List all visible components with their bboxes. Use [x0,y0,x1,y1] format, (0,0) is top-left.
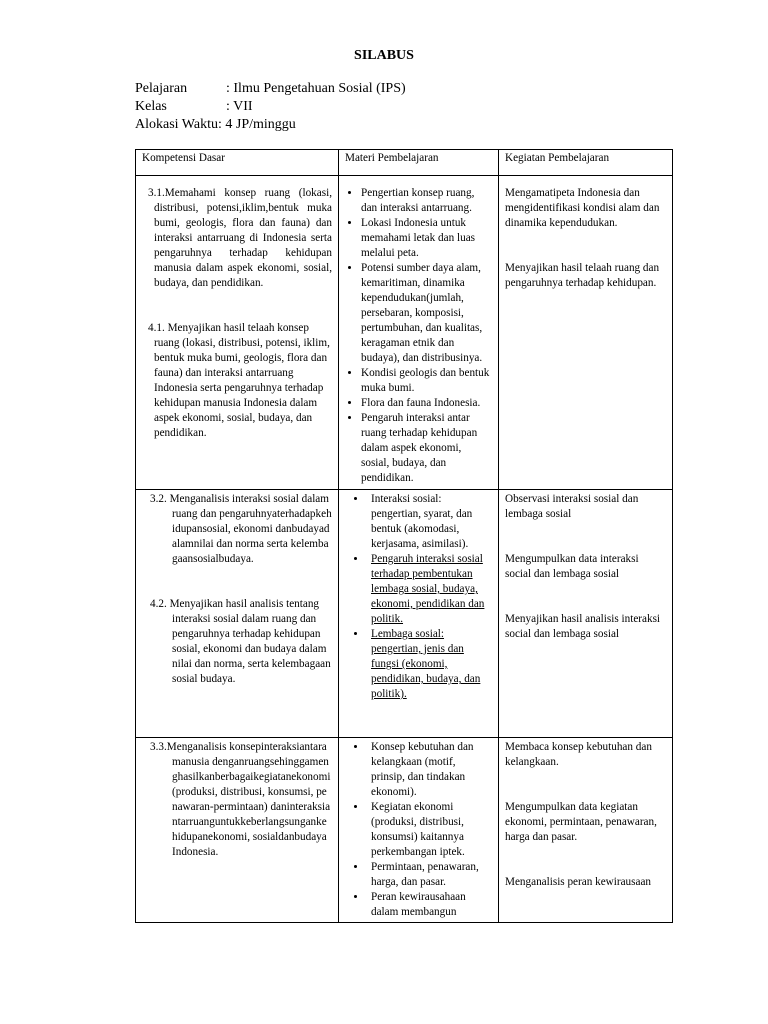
kd-item: 3.1.Memahami konsep ruang (lokasi, distribusi, potensi,iklim,bentuk muka bumi, geologis, flora dan fauna) dan interaksi antarruang di Indonesia serta pengaruhnya terhadap kehidupan manusia dalam aspek ekonomi, sosial, budaya, dan pendidikan. [148,187,332,289]
table-header-row [136,150,673,176]
materi-item: • Pengertian konsep ruang, dan interaksi antarruang. [361,186,492,216]
kd-item: 3.3.Menganalisis konsepinteraksiantaramanusia denganruangsehinggamenghasilkanberbagaikegiatanekonomi (produksi, distribusi, konsumsi, penawaran-permintaan) daninteraksiantarruanguntukkeberlangsungankehidupanekonomi, sosialdanbudaya Indonesia. [150,741,331,858]
kd-cell [136,490,339,738]
time-allocation-row [135,116,406,134]
kd-item: 4.1. Menyajikan hasil telaah konsep ruang (lokasi, distribusi, potensi, iklim, bentuk muka bumi, geologis, flora dan fauna) dan interaksi antarruang Indonesia serta pengaruhnya terhadap kehidupan manusia Indonesia dalam aspek ekonomi, sosial, budaya, dan pendidikan. [148,322,330,439]
syllabus-table [135,149,673,923]
class-value: : VII [226,99,253,114]
materi-item: • Pengaruh interaksi antar ruang terhadap kehidupan dalam aspek ekonomi, sosial, budaya, dan pendidikan. [361,411,492,486]
kegiatan-item: Menyajikan hasil analisis interaksi social dan lembaga sosial [505,613,661,640]
kd-cell [136,176,339,490]
kegiatan-item: Mengumpulkan data interaksi social dan lembaga sosial [505,553,639,580]
class-label: Kelas [135,99,167,114]
materi-cell [339,490,499,738]
subject-value: : Ilmu Pengetahuan Sosial (IPS) [226,81,406,96]
subject-row [135,80,406,98]
table-row [136,176,673,490]
materi-item: • Flora dan fauna Indonesia. [361,396,492,411]
kegiatan-cell [499,490,673,738]
materi-cell [339,176,499,490]
subject-info [135,80,406,134]
time-allocation-value: : 4 JP/minggu [218,117,296,132]
kegiatan-item: Observasi interaksi sosial dan lembaga sosial [505,493,639,520]
kd-item: 3.2. Menganalisis interaksi sosial dalam ruang dan pengaruhnyaterhadapkehidupansosial, ekonomi danbudayadalamnilai dan norma serta kelembagaansosialbudaya. [150,493,332,565]
materi-item: • Konsep kebutuhan dan kelangkaan (motif, prinsip, dan tindakan ekonomi). [367,740,492,800]
header-materi-pembelajaran: Materi Pembelajaran [339,150,499,176]
materi-item: • Peran kewirausahaan dalam membangun [367,890,492,920]
materi-item: • Kegiatan ekonomi (produksi, distribusi, konsumsi) kaitannya perkembangan iptek. [367,800,492,860]
table-row [136,738,673,923]
kegiatan-item: Mengamatipeta Indonesia dan mengidentifikasi kondisi alam dan dinamika kependudukan. [505,187,660,229]
kegiatan-item: Membaca konsep kebutuhan dan kelangkaan. [505,741,652,768]
materi-item: • Lokasi Indonesia untuk memahami letak dan luas melalui peta. [361,216,492,261]
materi-item: • Permintaan, penawaran, harga, dan pasar. [367,860,492,890]
materi-item: • Kondisi geologis dan bentuk muka bumi. [361,366,492,396]
class-row [135,98,406,116]
header-kompetensi-dasar: Kompetensi Dasar [136,150,339,176]
materi-cell [339,738,499,923]
page-title: SILABUS [354,48,414,63]
kegiatan-cell [499,176,673,490]
time-allocation-label: Alokasi Waktu [135,117,218,132]
kegiatan-item: Menganalisis peran kewirausaan [505,876,652,888]
kegiatan-item: Mengumpulkan data kegiatan ekonomi, permintaan, penawaran, harga dan pasar. [505,801,657,843]
materi-item: • Potensi sumber daya alam, kemaritiman, dinamika kependudukan(jumlah, persebaran, komposisi, pertumbuhan, dan kualitas, keragaman etnik dan budaya), dan distribusinya. [361,261,492,366]
header-kegiatan-pembelajaran: Kegiatan Pembelajaran [499,150,673,176]
materi-item: • Lembaga sosial: pengertian, jenis dan fungsi (ekonomi, pendidikan, budaya, dan politik). [367,627,492,702]
subject-label: Pelajaran [135,81,188,96]
kd-item: 4.2. Menyajikan hasil analisis tentang interaksi sosial dalam ruang dan pengaruhnya terhadap kehidupan sosial, ekonomi dan budaya dalam nilai dan norma, serta kelembagaan sosial budaya. [150,598,331,685]
kd-cell [136,738,339,923]
materi-item: • Interaksi sosial: pengertian, syarat, dan bentuk (akomodasi, kerjasama, asimilasi). [367,492,492,552]
table-row [136,490,673,738]
kegiatan-cell [499,738,673,923]
materi-item: • Pengaruh interaksi sosial terhadap pembentukan lembaga sosial, budaya, ekonomi, pendidikan dan politik. [367,552,492,627]
kegiatan-item: Menyajikan hasil telaah ruang dan pengaruhnya terhadap kehidupan. [505,262,660,289]
